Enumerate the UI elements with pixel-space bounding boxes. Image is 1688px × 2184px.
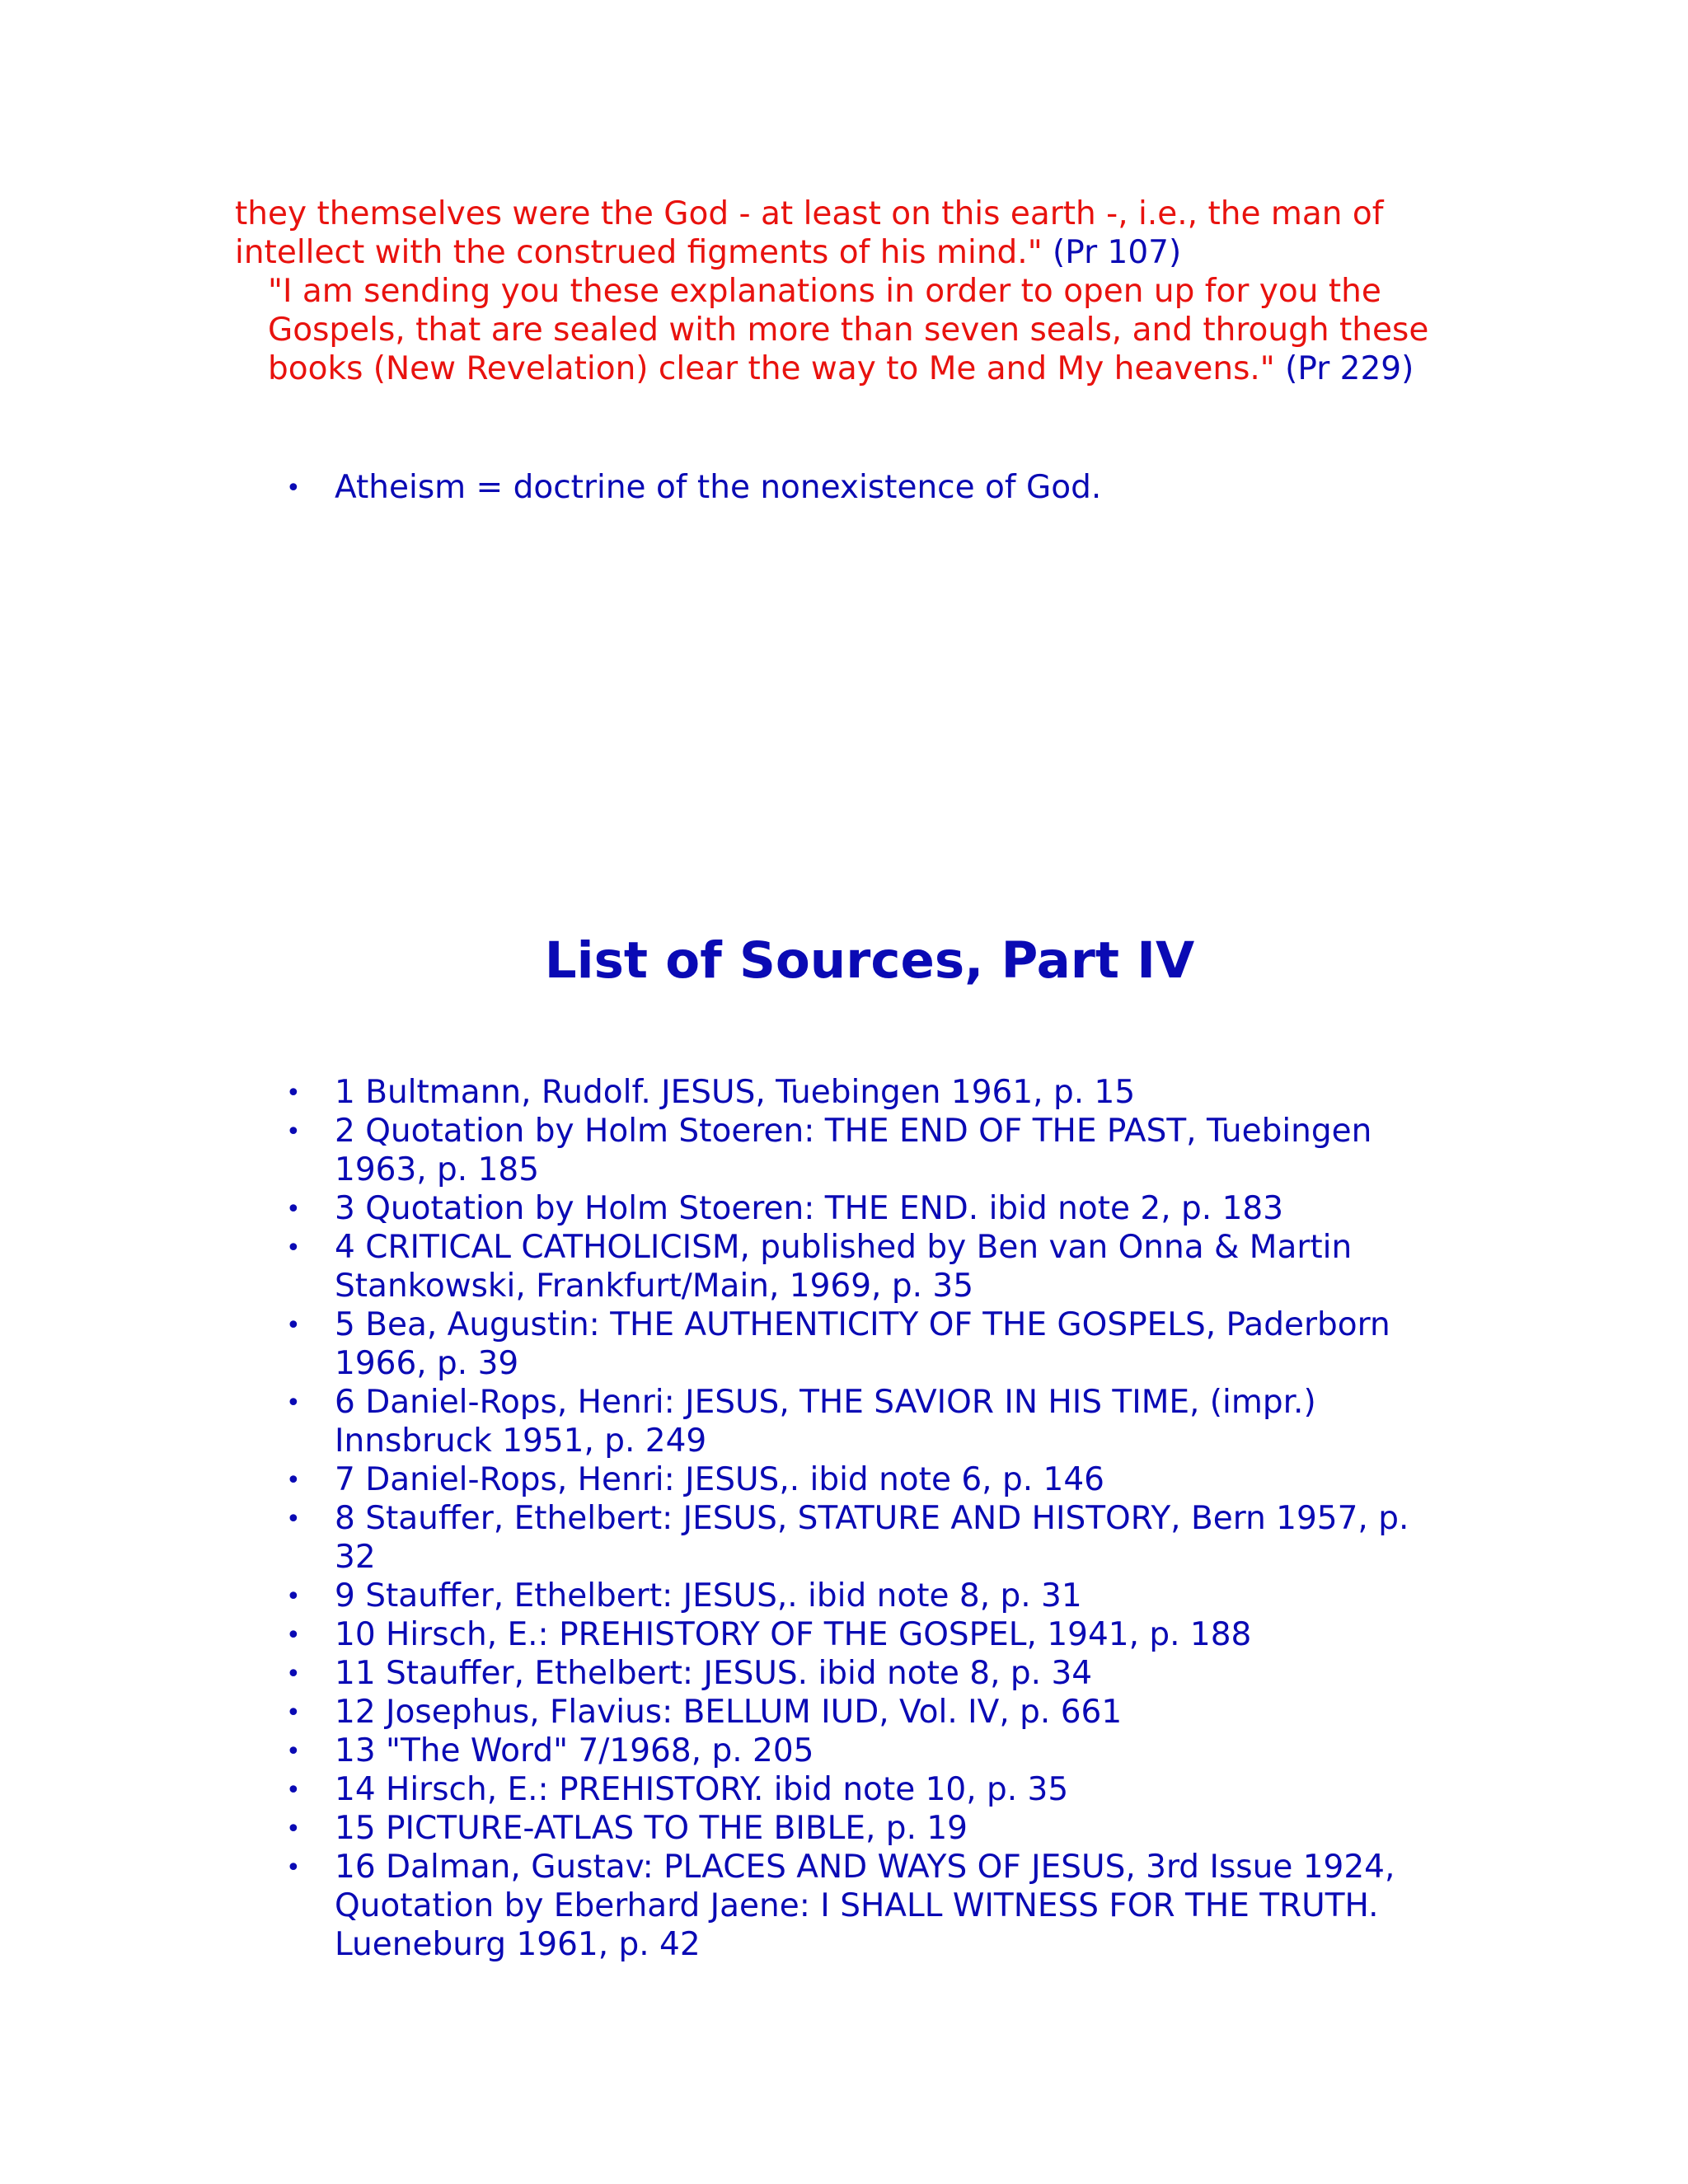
list-item	[235, 1305, 1455, 1383]
bullet-icon: •	[286, 1195, 301, 1224]
list-item	[235, 1615, 1455, 1654]
bullet-icon: •	[286, 1582, 301, 1611]
list-item	[235, 1460, 1455, 1499]
bullet-icon: •	[286, 1776, 301, 1805]
list-item	[235, 1228, 1455, 1305]
source-text: 9 Stauffer, Ethelbert: JESUS,. ibid note 8, p. 31	[335, 1577, 1082, 1615]
source-text: 13 "The Word" 7/1968, p. 205	[335, 1732, 814, 1769]
list-item	[235, 1189, 1455, 1228]
list-item	[235, 1499, 1455, 1577]
quote-reference-2: (Pr 229)	[1274, 350, 1414, 387]
list-item	[235, 1577, 1455, 1615]
quote-reference-1: (Pr 107)	[1042, 234, 1182, 271]
bullet-icon: •	[286, 1699, 301, 1727]
list-item	[235, 1809, 1455, 1848]
bullet-icon: •	[286, 1234, 301, 1263]
source-text: 10 Hirsch, E.: PREHISTORY OF THE GOSPEL, 1941, p. 188	[335, 1616, 1252, 1653]
source-text: 1 Bultmann, Rudolf. JESUS, Tuebingen 1961, p. 15	[335, 1074, 1136, 1111]
quote-text-1: they themselves were the God - at least on this earth -, i.e., the man of intellect with the construed figments of his mind."	[235, 195, 1384, 271]
source-text: 15 PICTURE-ATLAS TO THE BIBLE, p. 19	[335, 1810, 968, 1847]
source-text: 3 Quotation by Holm Stoeren: THE END. ibid note 2, p. 183	[335, 1190, 1284, 1227]
source-text: 8 Stauffer, Ethelbert: JESUS, STATURE AND HISTORY, Bern 1957, p. 32	[335, 1500, 1409, 1576]
page-title: List of Sources, Part IV	[544, 931, 1195, 990]
quote-paragraph-2	[235, 272, 1455, 388]
source-text: 5 Bea, Augustin: THE AUTHENTICITY OF THE GOSPELS, Paderborn 1966, p. 39	[335, 1306, 1390, 1382]
bullet-icon: •	[286, 1389, 301, 1418]
list-item	[235, 1770, 1455, 1809]
source-text: 2 Quotation by Holm Stoeren: THE END OF THE PAST, Tuebingen 1963, p. 185	[335, 1113, 1372, 1188]
source-text: 4 CRITICAL CATHOLICISM, published by Ben van Onna & Martin Stankowski, Frankfurt/Main, 1969, p. 35	[335, 1229, 1353, 1305]
source-text: 12 Josephus, Flavius: BELLUM IUD, Vol. IV, p. 661	[335, 1694, 1123, 1731]
source-text: 6 Daniel-Rops, Henri: JESUS, THE SAVIOR IN HIS TIME, (impr.) Innsbruck 1951, p. 249	[335, 1384, 1316, 1460]
bullet-icon: •	[286, 1660, 301, 1689]
source-text: 11 Stauffer, Ethelbert: JESUS. ibid note 8, p. 34	[335, 1655, 1093, 1692]
bullet-icon: •	[286, 474, 301, 503]
bullet-icon: •	[286, 1079, 301, 1108]
bullet-icon: •	[286, 1621, 301, 1650]
bullet-icon: •	[286, 1118, 301, 1146]
bullet-icon: •	[286, 1505, 301, 1534]
bullet-icon: •	[286, 1466, 301, 1495]
quote-paragraph-1	[235, 194, 1455, 272]
source-text: 14 Hirsch, E.: PREHISTORY. ibid note 10, p. 35	[335, 1771, 1069, 1808]
source-text: 16 Dalman, Gustav: PLACES AND WAYS OF JESUS, 3rd Issue 1924, Quotation by Eberhard Jaene: I SHALL WITNESS FOR THE TRUTH. Lueneburg 1961, p. 42	[335, 1849, 1395, 1963]
list-item	[235, 468, 1455, 507]
bullet-icon: •	[286, 1815, 301, 1844]
list-item	[235, 1693, 1455, 1732]
list-item	[235, 1732, 1455, 1770]
list-item	[235, 1383, 1455, 1460]
sources-list	[235, 1073, 1455, 1964]
source-text: 7 Daniel-Rops, Henri: JESUS,. ibid note 6, p. 146	[335, 1461, 1104, 1498]
definition-text: Atheism = doctrine of the nonexistence of God.	[335, 469, 1102, 506]
list-item	[235, 1112, 1455, 1189]
list-item	[235, 1654, 1455, 1693]
list-item	[235, 1848, 1455, 1964]
definition-list	[235, 468, 1455, 507]
intro-quotes	[235, 194, 1455, 388]
bullet-icon: •	[286, 1737, 301, 1766]
bullet-icon: •	[286, 1854, 301, 1882]
list-item	[235, 1073, 1455, 1112]
bullet-icon: •	[286, 1311, 301, 1340]
quote-text-2: "I am sending you these explanations in order to open up for you the Gospels, that are sealed with more than seven seals, and through these books (New Revelation) clear the way to Me and My heavens."	[268, 273, 1429, 387]
